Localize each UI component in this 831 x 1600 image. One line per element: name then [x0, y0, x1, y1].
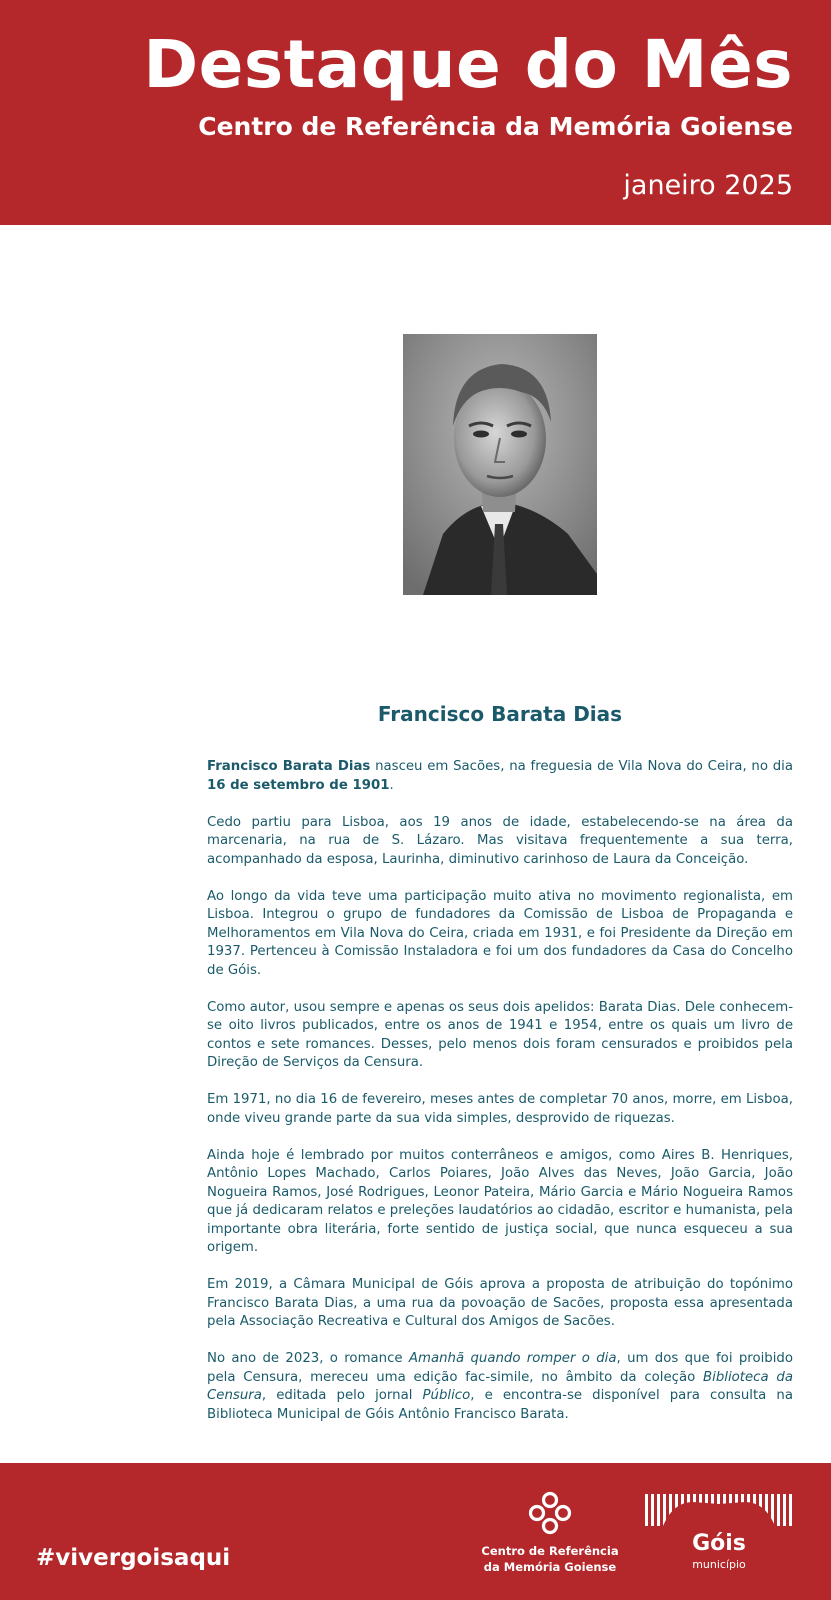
hashtag: #vivergoisaqui	[36, 1545, 231, 1571]
gois-bridge-logo-icon	[645, 1494, 793, 1526]
paragraph-text: , um dos que foi proibido pela Censura, mereceu uma edição fac-simile, no âmbito da coleção	[207, 1351, 793, 1385]
page-title: Destaque do Mês	[143, 26, 793, 103]
paragraph-facsimile	[207, 1350, 793, 1424]
crmg-line1: Centro de Referência	[481, 1544, 619, 1558]
newspaper-title: Público	[422, 1388, 471, 1403]
crmg-logo-text	[480, 1543, 620, 1575]
portrait-illustration	[403, 334, 597, 595]
municipality-name: Góis	[692, 1531, 746, 1556]
issue-date: janeiro 2025	[623, 170, 793, 201]
paragraph-author: Como autor, usou sempre e apenas os seus dois apelidos: Barata Dias. Dele conhecem-se oito livros publicados, entre os anos de 1941 e 1954, entre os quais um livro de contos e sete romances. Desses, pelo menos dois foram censurados e proibidos pela Direção de Serviços da Censura.	[207, 999, 793, 1070]
crmg-line2: da Memória Goiense	[483, 1560, 617, 1574]
paragraph-toponym: Em 2019, a Câmara Municipal de Góis aprova a proposta de atribuição do topónimo Francisco Barata Dias, a uma rua da povoação de Sacões, proposta essa apresentada pela Associação Recreativa e Cultural dos Amigos de Sacões.	[207, 1277, 793, 1329]
paragraph-text: nasceu em Sacões, na freguesia de Vila Nova do Ceira, no dia	[370, 759, 793, 774]
page-subtitle: Centro de Referência da Memória Goiense	[198, 112, 793, 141]
paragraph-death: Em 1971, no dia 16 de fevereiro, meses antes de completar 70 anos, morre, em Lisboa, onde viveu grande parte da sua vida simples, desprovido de riquezas.	[207, 1092, 793, 1126]
paragraph-text: , e encontra-se disponível para consulta na Biblioteca Municipal de Góis Antônio Francisco Barata.	[207, 1388, 793, 1422]
person-name: Francisco Barata Dias	[207, 759, 371, 774]
crmg-logo-icon	[528, 1491, 572, 1535]
collection-title: Biblioteca da Censura	[207, 1369, 793, 1403]
paragraph-text: No ano de 2023, o romance	[207, 1351, 409, 1366]
article-body	[207, 758, 793, 1443]
paragraph-text: , editada pelo jornal	[261, 1388, 423, 1403]
paragraph-text: .	[389, 777, 394, 793]
municipality-label: município	[692, 1558, 746, 1571]
birth-date: 16 de setembro de 1901	[207, 777, 390, 793]
paragraph-regionalism: Ao longo da vida teve uma participação muito ativa no movimento regionalista, em Lisboa. Integrou o grupo de fundadores da Comissão de Lisboa de Propaganda e Melhoramentos em Vila Nova do Ceira, criada em 1931, e foi Presidente da Direção em 1937. Pertenceu à Comissão Instaladora e foi um dos fundadores da Casa do Concelho de Góis.	[207, 888, 793, 978]
portrait-photo	[403, 334, 597, 595]
paragraph-birth	[207, 758, 793, 795]
paragraph-lisbon: Cedo partiu para Lisboa, aos 19 anos de idade, estabelecendo-se na área da marcenaria, na rua de S. Lázaro. Mas visitava frequentemente a sua terra, acompanhado da esposa, Laurinha, diminutivo carinhoso de Laura da Conceição.	[207, 814, 793, 867]
header-banner	[0, 0, 831, 225]
paragraph-remembrance: Ainda hoje é lembrado por muitos conterrâneos e amigos, como Aires B. Henriques, Antônio Lopes Machado, Carlos Poiares, João Alves das Neves, João Garcia, João Nogueira Ramos, José Rodrigues, Leonor Pateira, Mário Garcia e Mário Nogueira Ramos que já dedicaram relatos e preleções laudatórios ao cidadão, escritor e humanista, pela importante obra literária, forte sentido de justiça social, que nunca esqueceu a sua origem.	[207, 1147, 793, 1255]
book-title: Amanhã quando romper o dia	[408, 1351, 617, 1366]
article-heading: Francisco Barata Dias	[377, 702, 623, 726]
footer-banner	[0, 1463, 831, 1600]
